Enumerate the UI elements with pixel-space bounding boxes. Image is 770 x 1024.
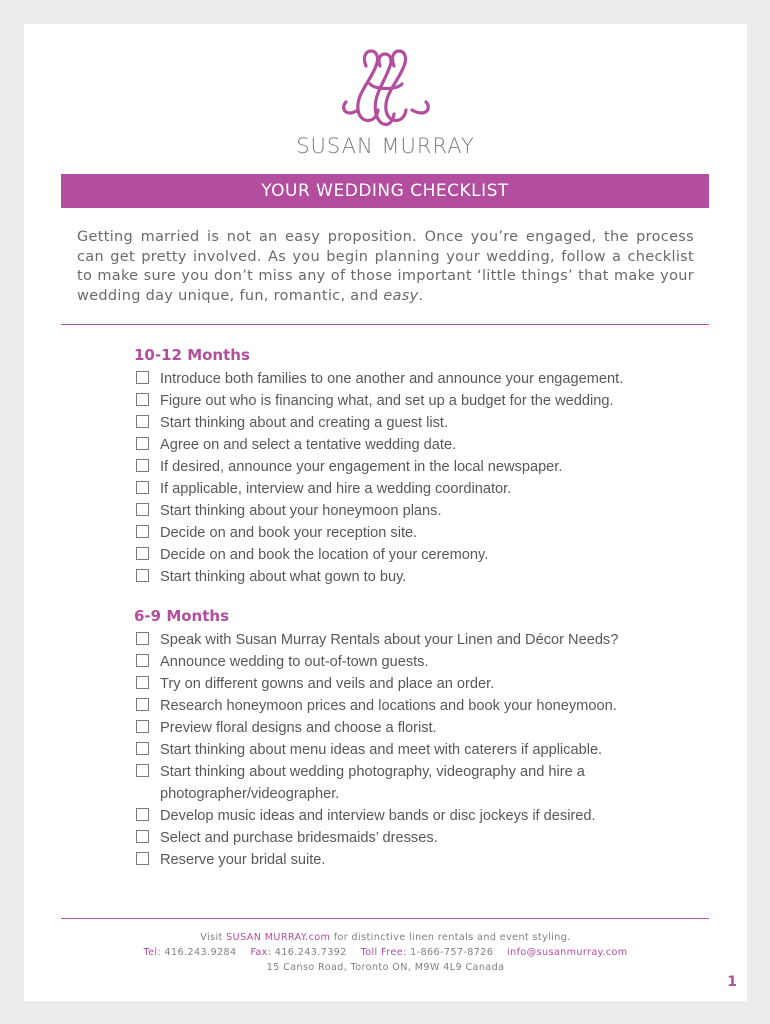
item-label: Announce wedding to out-of-town guests.	[160, 654, 429, 670]
checklist-item	[134, 673, 694, 695]
section-6-9-months	[134, 605, 694, 871]
item-label: Decide on and book your reception site.	[160, 525, 418, 541]
brand-name: SUSAN MURRAY	[296, 134, 475, 158]
tel-number: : 416.243.9284	[157, 947, 237, 958]
checkbox[interactable]	[136, 547, 149, 560]
checkbox[interactable]	[136, 415, 149, 428]
item-label: Select and purchase bridesmaids’ dresses.	[160, 830, 438, 846]
checkbox[interactable]	[136, 569, 149, 582]
section-10-12-months	[134, 344, 694, 588]
checkbox[interactable]	[136, 371, 149, 384]
checklist-item	[134, 651, 694, 673]
fax-label: Fax	[250, 947, 268, 958]
checkbox[interactable]	[136, 764, 149, 777]
item-label: Figure out who is financing what, and set up a budget for the wedding.	[160, 393, 614, 409]
intro-text: Getting married is not an easy proposition. Once you’re engaged, the process can get pretty involved. As you begin planning your wedding, follow a checklist to make sure you don’t miss any of those important ‘little things’ that make your wedding day unique, fun, romantic, and	[77, 229, 694, 304]
item-label: Reserve your bridal suite.	[160, 852, 326, 868]
checklist-item	[134, 761, 630, 805]
checklist-item	[134, 827, 694, 849]
checklist-item	[134, 390, 694, 412]
checkbox[interactable]	[136, 852, 149, 865]
checkbox[interactable]	[136, 698, 149, 711]
checklist-item	[134, 717, 694, 739]
item-label: Start thinking about menu ideas and meet with caterers if applicable.	[160, 742, 603, 758]
top-divider	[61, 324, 709, 325]
checkbox[interactable]	[136, 459, 149, 472]
checkbox[interactable]	[136, 742, 149, 755]
item-label: Research honeymoon prices and locations and book your honeymoon.	[160, 698, 617, 714]
email-link[interactable]: info@susanmurray.com	[507, 947, 628, 958]
checklist-item	[134, 500, 694, 522]
item-label: Start thinking about and creating a guest list.	[160, 415, 448, 431]
intro-emphasis: easy	[383, 287, 419, 304]
footer-visit-line	[24, 932, 747, 943]
checklist-item	[134, 805, 694, 827]
checklist-item	[134, 412, 694, 434]
item-label: Introduce both families to one another and announce your engagement.	[160, 371, 624, 387]
monogram-logo-icon	[336, 44, 436, 132]
item-label: Try on different gowns and veils and place an order.	[160, 676, 495, 692]
checkbox[interactable]	[136, 503, 149, 516]
item-label: Agree on and select a tentative wedding date.	[160, 437, 457, 453]
item-label: If applicable, interview and hire a wedding coordinator.	[160, 481, 512, 497]
section-title: 10-12 Months	[134, 346, 250, 364]
tel-label: Tel	[143, 947, 158, 958]
checkbox[interactable]	[136, 525, 149, 538]
tollfree-number: : 1-866-757-8726	[403, 947, 494, 958]
checklist-item	[134, 522, 694, 544]
intro-end: .	[418, 287, 424, 304]
checkbox[interactable]	[136, 632, 149, 645]
footer-address: 15 Canso Road, Toronto ON, M9W 4L9 Canada	[266, 962, 505, 973]
section-title: 6-9 Months	[134, 607, 230, 625]
tollfree-label: Toll Free	[360, 947, 403, 958]
checkbox[interactable]	[136, 830, 149, 843]
fax-number: : 416.243.7392	[267, 947, 347, 958]
checkbox[interactable]	[136, 393, 149, 406]
checkbox[interactable]	[136, 437, 149, 450]
item-label: Start thinking about what gown to buy.	[160, 569, 407, 585]
footer-site-link[interactable]: SUSAN MURRAY.com	[226, 932, 331, 943]
item-label: Decide on and book the location of your ceremony.	[160, 547, 489, 563]
checklist-page	[24, 24, 747, 1001]
checklist-item	[134, 629, 694, 651]
checklist-item	[134, 566, 694, 588]
checkbox[interactable]	[136, 481, 149, 494]
checkbox[interactable]	[136, 808, 149, 821]
checklist-item	[134, 368, 694, 390]
page-number: 1	[727, 974, 737, 990]
item-label: Speak with Susan Murray Rentals about your Linen and Décor Needs?	[160, 632, 619, 648]
bottom-divider	[61, 918, 709, 919]
checkbox[interactable]	[136, 720, 149, 733]
footer-contact-line	[24, 947, 747, 958]
checklist-title: YOUR WEDDING CHECKLIST	[61, 174, 709, 208]
checklist-item	[134, 739, 694, 761]
checklist-item	[134, 849, 694, 871]
item-label: If desired, announce your engagement in the local newspaper.	[160, 459, 563, 475]
checklist-item	[134, 478, 694, 500]
checklist-item	[134, 434, 694, 456]
item-label: Preview floral designs and choose a florist.	[160, 720, 437, 736]
checklist-item	[134, 695, 694, 717]
checkbox[interactable]	[136, 654, 149, 667]
footer-visit-suffix: for distinctive linen rentals and event styling.	[330, 932, 571, 943]
item-label: Start thinking about wedding photography, videography and hire a photographer/videographer.	[160, 764, 585, 802]
intro-paragraph	[77, 228, 694, 306]
checkbox[interactable]	[136, 676, 149, 689]
checklist-item	[134, 544, 694, 566]
checklist-item	[134, 456, 694, 478]
item-label: Develop music ideas and interview bands or disc jockeys if desired.	[160, 808, 596, 824]
footer-visit-prefix: Visit	[200, 932, 227, 943]
item-label: Start thinking about your honeymoon plans.	[160, 503, 442, 519]
